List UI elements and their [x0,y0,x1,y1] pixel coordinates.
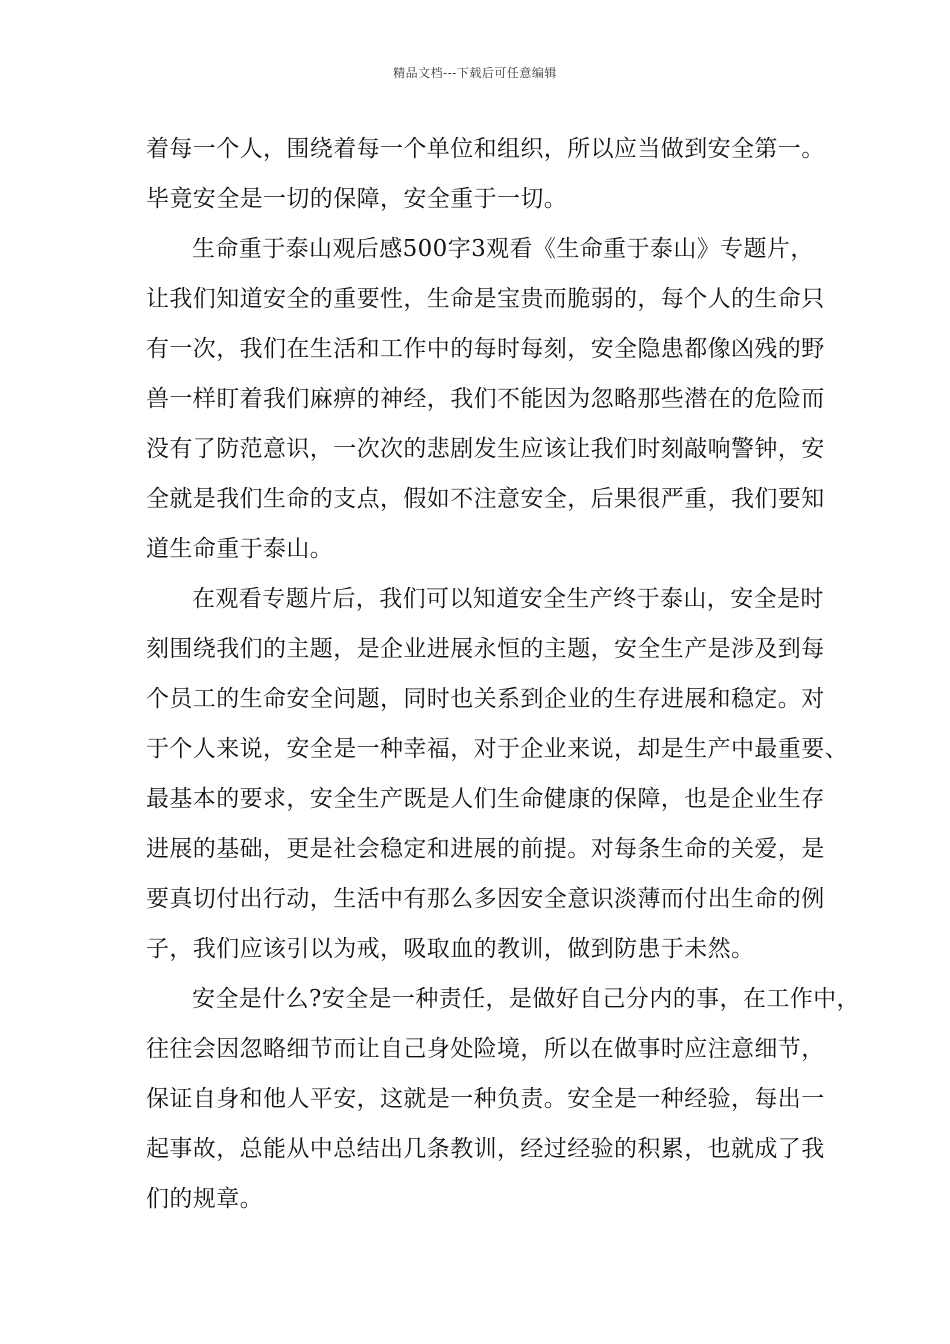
paragraph-line: 全就是我们生命的支点，假如不注意安全，后果很严重，我们要知 [146,486,825,512]
document-body [146,124,860,1224]
paragraph-line: 刻围绕我们的主题，是企业进展永恒的主题，安全生产是涉及到每 [146,636,825,662]
paragraph-line: 于个人来说，安全是一种幸福，对于企业来说，却是生产中最重要、 [146,736,848,762]
page-header: 精品文档---下载后可任意编辑 [393,66,557,80]
paragraph-line: 让我们知道安全的重要性，生命是宝贵而脆弱的，每个人的生命只 [146,286,825,312]
paragraph-line: 要真切付出行动，生活中有那么多因安全意识淡薄而付出生命的例 [146,886,825,912]
paragraph-line: 往往会因忽略细节而让自己身处险境，所以在做事时应注意细节， [146,1036,825,1062]
paragraph-line: 毕竟安全是一切的保障，安全重于一切。 [146,186,568,212]
paragraph-line: 个员工的生命安全问题，同时也关系到企业的生存进展和稳定。对 [146,686,825,712]
paragraph-line: 子，我们应该引以为戒，吸取血的教训，做到防患于未然。 [146,936,755,962]
paragraph-line: 们的规章。 [146,1186,263,1212]
paragraph-line: 着每一个人，围绕着每一个单位和组织，所以应当做到安全第一。 [146,136,825,162]
paragraph-line: 道生命重于泰山。 [146,536,334,562]
paragraph-line: 安全是什么?安全是一种责任，是做好自己分内的事，在工作中， [192,986,860,1012]
paragraph-line: 保证自身和他人平安，这就是一种负责。安全是一种经验，每出一 [146,1086,825,1112]
paragraph-line: 在观看专题片后，我们可以知道安全生产终于泰山，安全是时 [192,586,824,612]
paragraph-line: 兽一样盯着我们麻痹的神经，我们不能因为忽略那些潜在的危险而 [146,386,825,412]
paragraph-line: 起事故，总能从中总结出几条教训，经过经验的积累，也就成了我 [146,1136,825,1162]
paragraph-line: 有一次，我们在生活和工作中的每时每刻，安全隐患都像凶残的野 [146,336,825,362]
paragraph-line: 进展的基础，更是社会稳定和进展的前提。对每条生命的关爱，是 [146,836,825,862]
paragraph-line: 最基本的要求，安全生产既是人们生命健康的保障，也是企业生存 [146,786,825,812]
paragraph-line: 没有了防范意识，一次次的悲剧发生应该让我们时刻敲响警钟，安 [146,436,825,462]
paragraph-line: 生命重于泰山观后感500字3观看《生命重于泰山》专题片， [192,236,814,262]
